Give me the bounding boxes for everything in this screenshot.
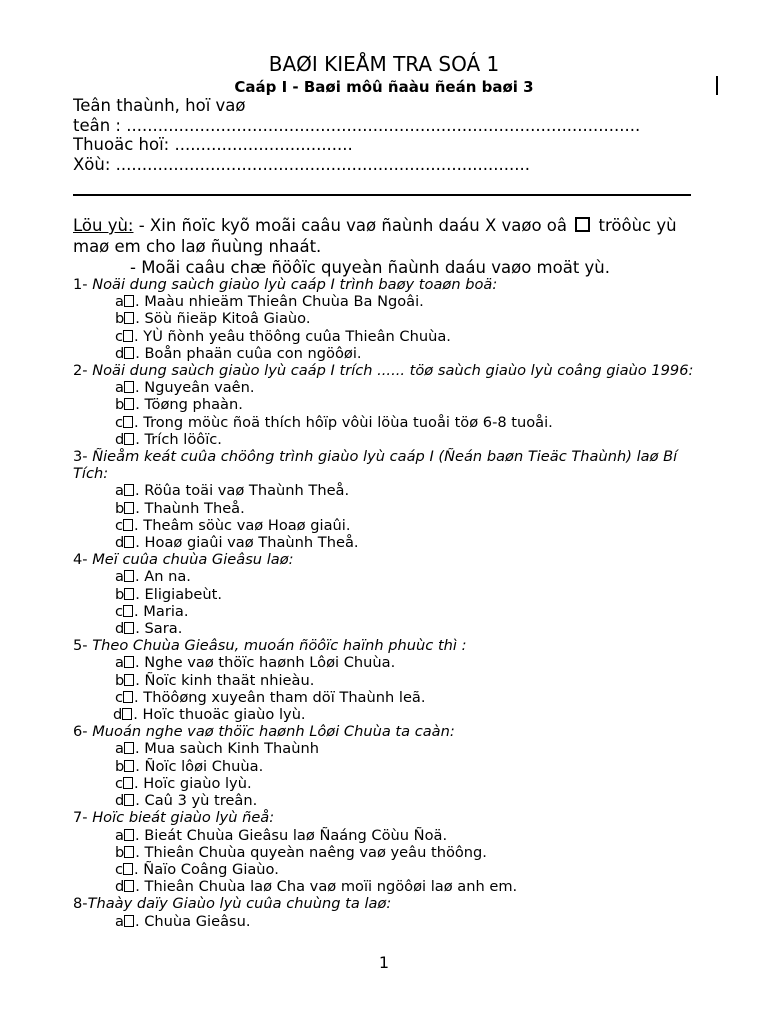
checkbox-icon[interactable]	[123, 605, 133, 617]
option-letter: a	[115, 379, 124, 397]
option-letter: b	[115, 843, 125, 861]
option-text: . Ñaïo Coâng Giaùo.	[134, 860, 279, 878]
option-text: . Caû 3 yù treân.	[135, 792, 258, 810]
question-7	[73, 809, 713, 826]
checkbox-icon[interactable]	[124, 312, 134, 324]
checkbox-icon[interactable]	[123, 416, 133, 428]
question-number: 3-	[73, 448, 88, 466]
option-text: . Ñoïc kinh thaät nhieàu.	[135, 671, 315, 689]
answer-option[interactable]	[73, 379, 713, 396]
answer-option[interactable]	[73, 328, 713, 345]
option-letter: d	[115, 430, 125, 448]
option-letter: d	[115, 792, 125, 810]
question-4	[73, 551, 713, 568]
question-text: Noäi dung saùch giaùo lyù caáp I trình baøy toaøn boä:	[87, 276, 498, 293]
option-letter: b	[115, 396, 125, 414]
checkbox-icon[interactable]	[123, 777, 133, 789]
checkbox-icon[interactable]	[124, 760, 134, 772]
checkbox-icon[interactable]	[124, 846, 134, 858]
option-letter: b	[115, 310, 125, 328]
checkbox-icon[interactable]	[123, 691, 133, 703]
answer-option[interactable]	[73, 603, 713, 620]
checkbox-icon[interactable]	[122, 708, 132, 720]
option-letter: c	[115, 688, 124, 706]
option-text: . Maàu nhieäm Thieân Chuùa Ba Ngoâi.	[134, 293, 424, 311]
question-text: Theo Chuùa Gieâsu, muoán ñöôïc haïnh phuùc thì :	[87, 637, 467, 655]
question-number: 5-	[73, 637, 88, 655]
option-text: . Ñoïc lôøi Chuùa.	[135, 757, 264, 775]
answer-option[interactable]	[73, 482, 713, 499]
checkbox-icon[interactable]	[124, 347, 134, 359]
option-text: . Hoïc thuoäc giaùo lyù.	[133, 706, 306, 724]
option-text: . Trích löôïc.	[135, 430, 222, 448]
option-letter: d	[115, 534, 125, 552]
option-letter: b	[115, 499, 125, 517]
checkbox-icon[interactable]	[124, 295, 134, 307]
question-text: Ñieåm keát cuûa chöông trình giaùo lyù caáp I (Ñeán baøn Tieäc Thaùnh) laø Bí Tích:	[73, 448, 678, 483]
option-text: . Trong möùc ñoä thích hôïp vôùi löùa tuoåi töø 6-8 tuoåi.	[134, 413, 553, 431]
answer-option[interactable]	[73, 792, 713, 809]
answer-option[interactable]	[73, 654, 713, 671]
question-text: Muoán nghe vaø thöïc haønh Lôøi Chuùa ta caàn:	[87, 723, 455, 741]
question-list	[73, 276, 713, 930]
page-subtitle: Caáp I - Baøi môû ñaàu ñeán baøi 3	[234, 78, 534, 96]
question-6	[73, 723, 713, 740]
option-text: . Söù ñieäp Kitoâ Giaùo.	[135, 310, 311, 328]
option-letter: c	[115, 860, 124, 878]
answer-option[interactable]	[73, 517, 713, 534]
option-text: . Theâm söùc vaø Hoaø giaûi.	[134, 516, 351, 534]
note-label: Löu yù:	[73, 216, 134, 235]
checkbox-icon[interactable]	[123, 330, 133, 342]
checkbox-icon[interactable]	[124, 656, 134, 668]
option-letter: c	[115, 602, 124, 620]
parish-field: Thuoäc hoï: ..................................	[73, 135, 353, 154]
option-letter: b	[115, 671, 125, 689]
option-text: . Nghe vaø thöïc haønh Lôøi Chuùa.	[134, 654, 396, 672]
answer-option[interactable]	[73, 672, 713, 689]
option-letter: a	[115, 482, 124, 500]
student-info	[73, 96, 713, 174]
option-letter: d	[115, 878, 125, 896]
answer-option[interactable]	[73, 620, 713, 637]
question-number: 4-	[73, 551, 88, 569]
option-letter: b	[115, 757, 125, 775]
question-5	[73, 637, 713, 654]
note-line-2: maø em cho laø ñuùng nhaát.	[73, 237, 322, 256]
option-text: . Boån phaän cuûa con ngöôøi.	[135, 344, 362, 362]
checkbox-icon[interactable]	[124, 484, 134, 496]
option-text: . Nguyeân vaên.	[134, 379, 255, 397]
text-cursor	[716, 76, 718, 95]
checkbox-icon	[575, 217, 590, 232]
option-letter: a	[115, 293, 124, 311]
answer-option[interactable]	[73, 586, 713, 603]
answer-option[interactable]	[73, 878, 713, 895]
note-line-3: - Moãi caâu chæ ñöôïc quyeàn ñaùnh daáu vaøo moät yù.	[130, 258, 611, 277]
checkbox-icon[interactable]	[124, 742, 134, 754]
option-text: . Eligiabeùt.	[135, 585, 222, 603]
checkbox-icon[interactable]	[123, 519, 133, 531]
question-text: Noäi dung saùch giaùo lyù caáp I trích ...... töø saùch giaùo lyù coâng giaùo 1996:	[87, 362, 694, 380]
checkbox-icon[interactable]	[124, 880, 134, 892]
option-text: . Hoïc giaùo lyù.	[134, 774, 252, 792]
question-1	[73, 276, 713, 293]
separator-line	[73, 194, 691, 196]
option-text: . Chuùa Gieâsu.	[134, 912, 251, 930]
answer-option[interactable]	[73, 396, 713, 413]
question-number: 6-	[73, 723, 88, 741]
option-letter: d	[113, 706, 123, 724]
instructions-note	[73, 215, 713, 278]
question-3	[73, 448, 713, 482]
answer-option[interactable]	[73, 740, 713, 757]
answer-option[interactable]	[73, 706, 713, 723]
question-text: Meï cuûa chuùa Gieâsu laø:	[87, 551, 294, 569]
checkbox-icon[interactable]	[124, 570, 134, 582]
answer-option[interactable]	[73, 689, 713, 706]
question-number: 1-	[73, 276, 88, 293]
name-label: Teân thaùnh, hoï vaø	[73, 96, 246, 115]
answer-option[interactable]	[73, 431, 713, 448]
page-number: 1	[378, 953, 390, 972]
checkbox-icon[interactable]	[124, 502, 134, 514]
answer-option[interactable]	[73, 827, 713, 844]
option-letter: d	[115, 620, 125, 638]
option-letter: c	[115, 413, 124, 431]
option-text: . Hoaø giaûi vaø Thaùnh Theå.	[135, 534, 359, 552]
diocese-field: Xöù: ...............................................................................	[73, 154, 531, 174]
checkbox-icon[interactable]	[123, 863, 133, 875]
checkbox-icon[interactable]	[124, 433, 134, 445]
option-letter: d	[115, 344, 125, 362]
option-letter: c	[115, 516, 124, 534]
question-text: Hoïc bieát giaùo lyù ñeå:	[87, 809, 275, 827]
note-text-1: - Xin ñoïc kyõ moãi caâu vaø ñaùnh daáu X vaøo oâ	[133, 216, 568, 235]
option-letter: c	[115, 774, 124, 792]
checkbox-icon[interactable]	[124, 674, 134, 686]
answer-option[interactable]	[73, 414, 713, 431]
option-text: . Maria.	[134, 602, 189, 620]
question-text: Thaày daïy Giaùo lyù cuûa chuùng ta laø:	[87, 895, 392, 913]
question-number: 7-	[73, 809, 88, 827]
option-text: . Thieân Chuùa quyeàn naêng vaø yeâu thöông.	[135, 843, 487, 861]
page-title: BAØI KIEÅM TRA SOÁ 1	[268, 52, 500, 76]
answer-option[interactable]	[73, 293, 713, 310]
answer-option[interactable]	[73, 310, 713, 327]
option-letter: a	[115, 740, 124, 758]
option-letter: a	[115, 912, 124, 930]
checkbox-icon[interactable]	[124, 829, 134, 841]
option-text: . Thöôøng xuyeân tham döï Thaùnh leã.	[134, 688, 426, 706]
checkbox-icon[interactable]	[124, 622, 134, 634]
option-text: . Röûa toäi vaø Thaùnh Theå.	[134, 482, 350, 500]
answer-option[interactable]	[73, 345, 713, 362]
option-text: . Bieát Chuùa Gieâsu laø Ñaáng Cöùu Ñoä.	[134, 826, 448, 844]
answer-option[interactable]	[73, 844, 713, 861]
option-letter: a	[115, 568, 124, 586]
answer-option[interactable]	[73, 861, 713, 878]
answer-option[interactable]	[73, 758, 713, 775]
answer-option[interactable]	[73, 568, 713, 585]
option-text: . Thieân Chuùa laø Cha vaø moïi ngöôøi laø anh em.	[135, 878, 518, 896]
answer-option[interactable]	[73, 534, 713, 551]
option-letter: a	[115, 654, 124, 672]
answer-option[interactable]	[73, 775, 713, 792]
option-text: . YÙ ñònh yeâu thöông cuûa Thieân Chuùa.	[134, 327, 451, 345]
note-text-2: tröôùc yù	[593, 216, 677, 235]
option-text: . Töøng phaàn.	[135, 396, 243, 414]
checkbox-icon[interactable]	[124, 398, 134, 410]
checkbox-icon[interactable]	[124, 381, 134, 393]
answer-option[interactable]	[73, 913, 713, 930]
option-text: . An na.	[134, 568, 191, 586]
question-number: 8-	[73, 895, 88, 913]
question-number: 2-	[73, 362, 88, 380]
option-letter: b	[115, 585, 125, 603]
checkbox-icon[interactable]	[124, 915, 134, 927]
option-text: . Mua saùch Kinh Thaùnh	[134, 740, 319, 758]
question-2	[73, 362, 713, 379]
name-field: teân : ..................................................................................................	[73, 115, 641, 135]
question-8	[73, 895, 713, 912]
option-text: . Thaùnh Theå.	[135, 499, 245, 517]
answer-option[interactable]	[73, 500, 713, 517]
option-text: . Sara.	[135, 620, 183, 638]
checkbox-icon[interactable]	[124, 588, 134, 600]
option-letter: c	[115, 327, 124, 345]
checkbox-icon[interactable]	[124, 794, 134, 806]
option-letter: a	[115, 826, 124, 844]
checkbox-icon[interactable]	[124, 536, 134, 548]
